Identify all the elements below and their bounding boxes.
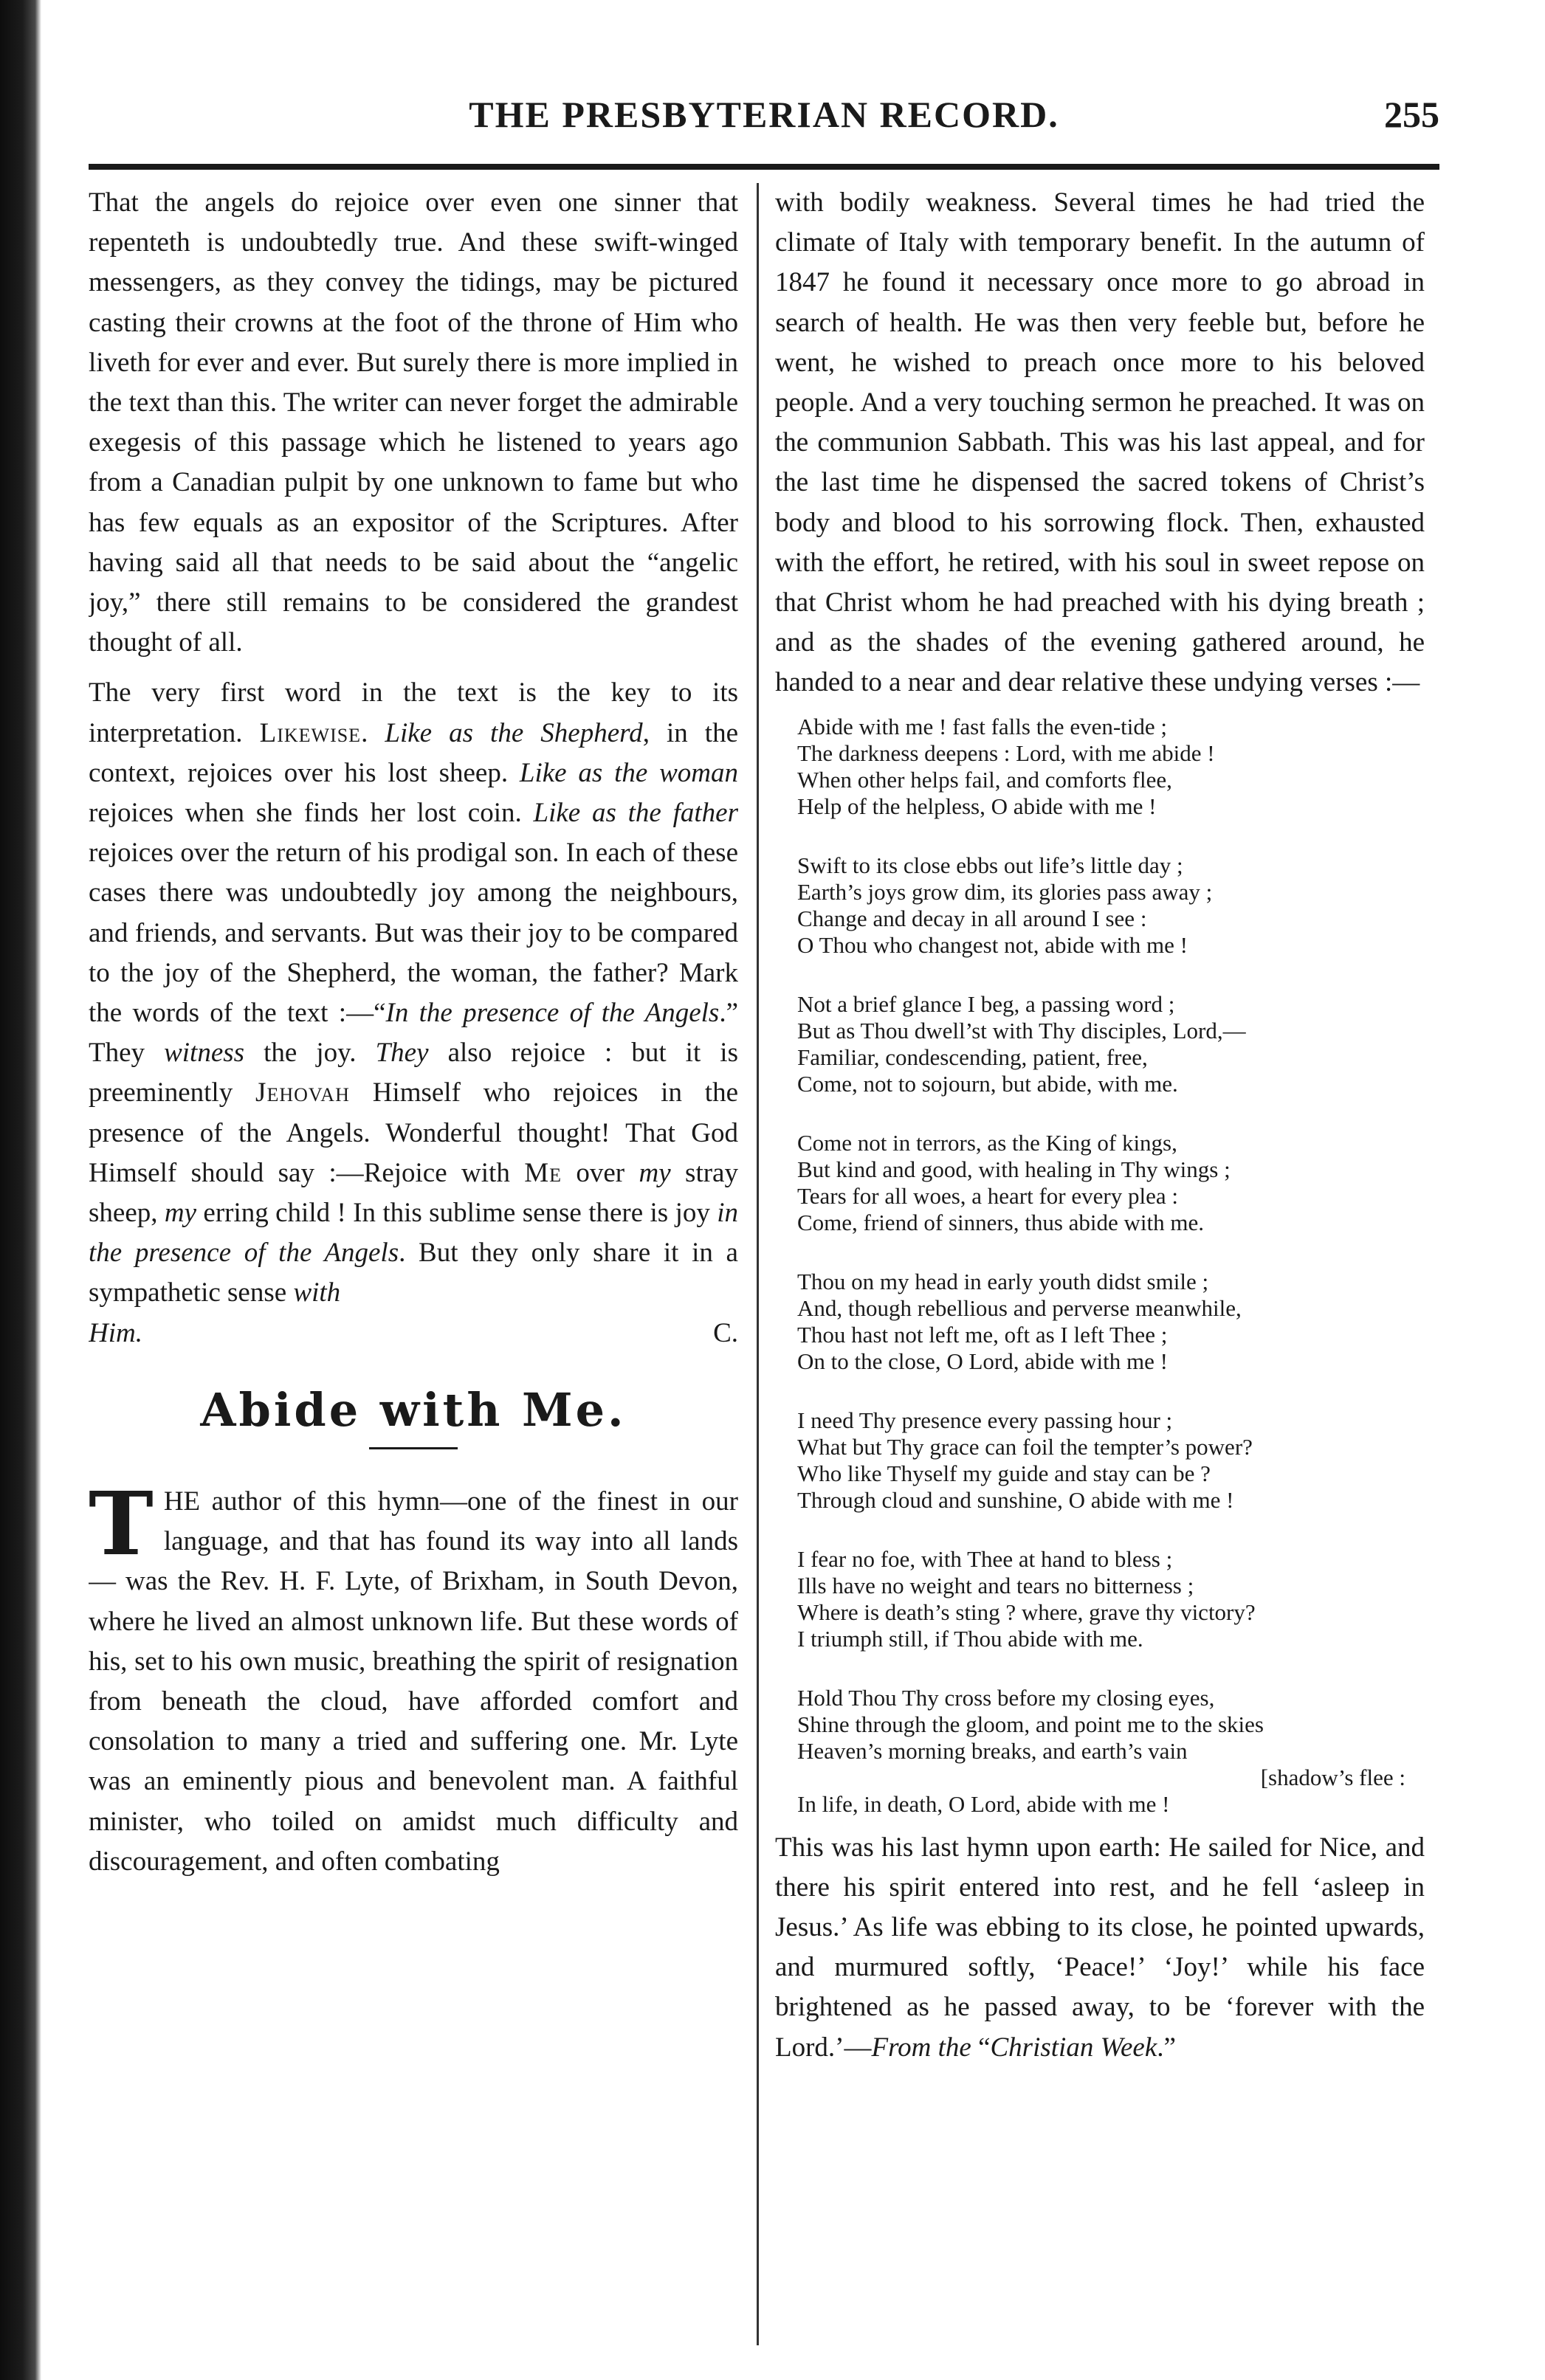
hymn-stanza xyxy=(797,1269,1425,1375)
hymn-line: Shine through the gloom, and point me to the skies xyxy=(797,1711,1264,1737)
hymn-line: The darkness deepens : Lord, with me abide ! xyxy=(797,739,1215,766)
small-caps-word: Jehovah xyxy=(255,1077,350,1108)
hymn-line: When other helps fail, and comforts flee, xyxy=(797,766,1172,793)
text-run: .” xyxy=(1157,2032,1176,2063)
italic-phrase: my xyxy=(164,1198,197,1229)
hymn-line: Change and decay in all around I see : xyxy=(797,905,1147,931)
hymn-line: Earth’s joys grow dim, its glories pass away ; xyxy=(797,878,1213,905)
hymn-line: Through cloud and sunshine, O abide with me ! xyxy=(797,1486,1234,1513)
hymn-line: Come, not to sojourn, but abide, with me. xyxy=(797,1070,1178,1097)
article-paragraph-3 xyxy=(89,1472,738,1882)
section-title: Abide with Me. xyxy=(200,1382,627,1437)
hymn-line: Thou hast not left me, oft as I left Thee ; xyxy=(797,1321,1168,1348)
hymn-line: But as Thou dwell’st with Thy disciples, Lord,— xyxy=(797,1017,1246,1044)
text-run: erring child ! In this sublime sense there is joy xyxy=(196,1198,718,1229)
header-rule xyxy=(89,164,1439,170)
text-run: stray sheep, xyxy=(89,1157,738,1229)
text-run: the joy. xyxy=(244,1038,376,1069)
text-run: The very first word in the text is the key to its interpretation. xyxy=(89,677,738,748)
hymn-line: O Thou who changest not, abide with me ! xyxy=(797,931,1188,958)
text-run: “ xyxy=(971,2032,991,2063)
hymn-line: Swift to its close ebbs out life’s little day ; xyxy=(797,852,1183,878)
drop-cap: T xyxy=(89,1472,154,1575)
hymn-line: And, though rebellious and perverse meanwhile, xyxy=(797,1294,1242,1321)
hymn-stanza xyxy=(797,1685,1425,1818)
hymn-stanza xyxy=(797,991,1425,1097)
italic-phrase: my xyxy=(639,1157,671,1188)
italic-phrase: They xyxy=(375,1038,429,1069)
column-divider xyxy=(757,183,759,2345)
text-run: . But they only share it in a sympathetic sense xyxy=(89,1238,738,1308)
text-run: rejoices when she finds her lost coin. xyxy=(89,798,534,829)
italic-phrase: Like as the Shepherd xyxy=(385,717,643,748)
page-number: 255 xyxy=(1384,94,1439,135)
hymn-line-continuation: [shadow’s flee : xyxy=(1260,1764,1405,1790)
small-caps-word: Likewise xyxy=(259,717,362,748)
text-run: This was his last hymn upon earth: He sailed for Nice, and there his spirit entered into rest, and he fell ‘asleep in Jesus.’ As life was ebbing to its close, he pointed upwards, and murmured softly, ‘Peace!’ ‘Joy!’ while his face brightened as he passed away, to be ‘forever with the Lord.’— xyxy=(775,1832,1425,2063)
italic-phrase: From the xyxy=(871,2032,971,2063)
hymn-line: Tears for all woes, a heart for every plea : xyxy=(797,1182,1178,1209)
text-run: . xyxy=(361,717,385,748)
hymn-line: I fear no foe, with Thee at hand to bless ; xyxy=(797,1545,1173,1572)
hymn-stanza xyxy=(797,1407,1425,1514)
text-run: also rejoice : but it is preeminently xyxy=(89,1038,738,1108)
hymn-stanza xyxy=(797,1130,1425,1236)
hymn-line: Not a brief glance I beg, a passing word ; xyxy=(797,990,1175,1017)
article-paragraph-4: with bodily weakness. Several times he had tried the climate of Italy with temporary benefit. In the autumn of 1847 he found it necessary once more to go abroad in search of health. He was then very feeble but, before he went, he wished to preach once more to his beloved people. And a very touching sermon he preached. It was on the communion Sabbath. This was his last appeal, and for the last time he dispensed the sacred tokens of Christ’s body and blood to his sorrowing flock. Then, exhausted with the effort, he retired, with his soul in sweet repose on that Christ whom he had preached with his dying breath ; and as the shades of the evening gathered around, he handed to a near and dear relative these undying verses :— xyxy=(775,187,1425,698)
hymn-line: Abide with me ! fast falls the even-tide ; xyxy=(797,713,1168,739)
hymn-stanza xyxy=(797,852,1425,959)
hymn-line: Help of the helpless, O abide with me ! xyxy=(797,793,1157,819)
italic-phrase: in the presence of the Angels xyxy=(89,1198,738,1269)
left-column xyxy=(89,183,738,2345)
hymn-line: I triumph still, if Thou abide with me. xyxy=(797,1625,1143,1652)
book-spine-shadow xyxy=(0,0,41,2380)
page xyxy=(89,89,1439,2347)
text-run: HE author of this hymn—one of the finest in our language, and that has found its way into all lands — was the Rev. H. F. Lyte, of Brixham, in South Devon, where he lived an almost unknown life. But these words of his, set to his own music, breathing the spirit of resignation from beneath the cloud, have afforded comfort and consolation to many a tried and suffering one. Mr. Lyte was an eminently pious and benevolent man. A faithful minister, who toiled on amidst much difficulty and discouragement, and often combating xyxy=(89,1486,738,1877)
italic-phrase: Like as the woman xyxy=(519,757,738,788)
hymn-line: Heaven’s morning breaks, and earth’s vain xyxy=(797,1737,1188,1764)
hymn-line: But kind and good, with healing in Thy wings ; xyxy=(797,1156,1231,1182)
hymn-line: Familiar, condescending, patient, free, xyxy=(797,1044,1148,1070)
article-paragraph-5 xyxy=(775,1828,1425,2068)
author-signature: C. xyxy=(713,1317,738,1348)
italic-phrase: In the presence of the Angels xyxy=(385,998,720,1029)
section-rule xyxy=(369,1447,458,1449)
article-paragraph-1: That the angels do rejoice over even one sinner that repenteth is undoubtedly true. And these swift-winged messengers, as they convey the tidings, may be pictured casting their crowns at the foot of the throne of Him who liveth for ever and ever. But surely there is more implied in the text than this. The writer can never forget the admirable exegesis of this passage which he listened to years ago from a Canadian pulpit by one unknown to fame but who has few equals as an expositor of the Scriptures. After having said all that needs to be said about the “angelic joy,” there still remains to be considered the grandest thought of all. xyxy=(89,187,738,658)
article-paragraph-2 xyxy=(89,673,738,1353)
hymn xyxy=(797,714,1425,1818)
italic-phrase: Christian Week xyxy=(990,2032,1157,2063)
right-column xyxy=(775,183,1425,2345)
hymn-line: Ills have no weight and tears no bitterness ; xyxy=(797,1572,1194,1598)
hymn-line: Where is death’s sting ? where, grave thy victory? xyxy=(797,1598,1256,1625)
hymn-line: Thou on my head in early youth didst smile ; xyxy=(797,1268,1209,1294)
text-run: rejoices over the return of his prodigal son. In each of these cases there was undoubtedly joy among the neighbours, and friends, and servants. But was their joy to be compared to the joy of the Shepherd, the woman, the father? Mark the words of the text :—“ xyxy=(89,838,738,1029)
hymn-line: I need Thy presence every passing hour ; xyxy=(797,1407,1173,1433)
hymn-line: Come, friend of sinners, thus abide with me. xyxy=(797,1209,1205,1235)
running-title: THE PRESBYTERIAN RECORD. xyxy=(469,94,1059,135)
hymn-line: On to the close, O Lord, abide with me ! xyxy=(797,1348,1168,1374)
italic-phrase: with xyxy=(293,1277,341,1308)
hymn-line: Come not in terrors, as the King of kings, xyxy=(797,1129,1177,1156)
hymn-line: In life, in death, O Lord, abide with me ! xyxy=(797,1790,1170,1817)
text-run: Himself who rejoices in the presence of the Angels. Wonderful thought! That God Himself should say :—Rejoice with xyxy=(89,1077,738,1188)
text-run: , in the context, rejoices over his lost sheep. xyxy=(89,717,738,788)
italic-phrase: witness xyxy=(164,1038,245,1069)
text-run: over xyxy=(561,1157,639,1188)
page-header xyxy=(89,89,1439,148)
hymn-line: What but Thy grace can foil the tempter’s power? xyxy=(797,1433,1253,1460)
hymn-line: Who like Thyself my guide and stay can be ? xyxy=(797,1460,1211,1486)
italic-phrase: Him. xyxy=(89,1317,142,1348)
text-run: .” They xyxy=(89,998,738,1069)
italic-phrase: Like as the father xyxy=(533,798,738,829)
hymn-stanza xyxy=(797,1546,1425,1652)
hymn-stanza xyxy=(797,714,1425,820)
small-caps-word: Me xyxy=(524,1157,562,1188)
hymn-line: Hold Thou Thy cross before my closing eyes, xyxy=(797,1684,1215,1711)
signature-line xyxy=(89,1314,738,1353)
